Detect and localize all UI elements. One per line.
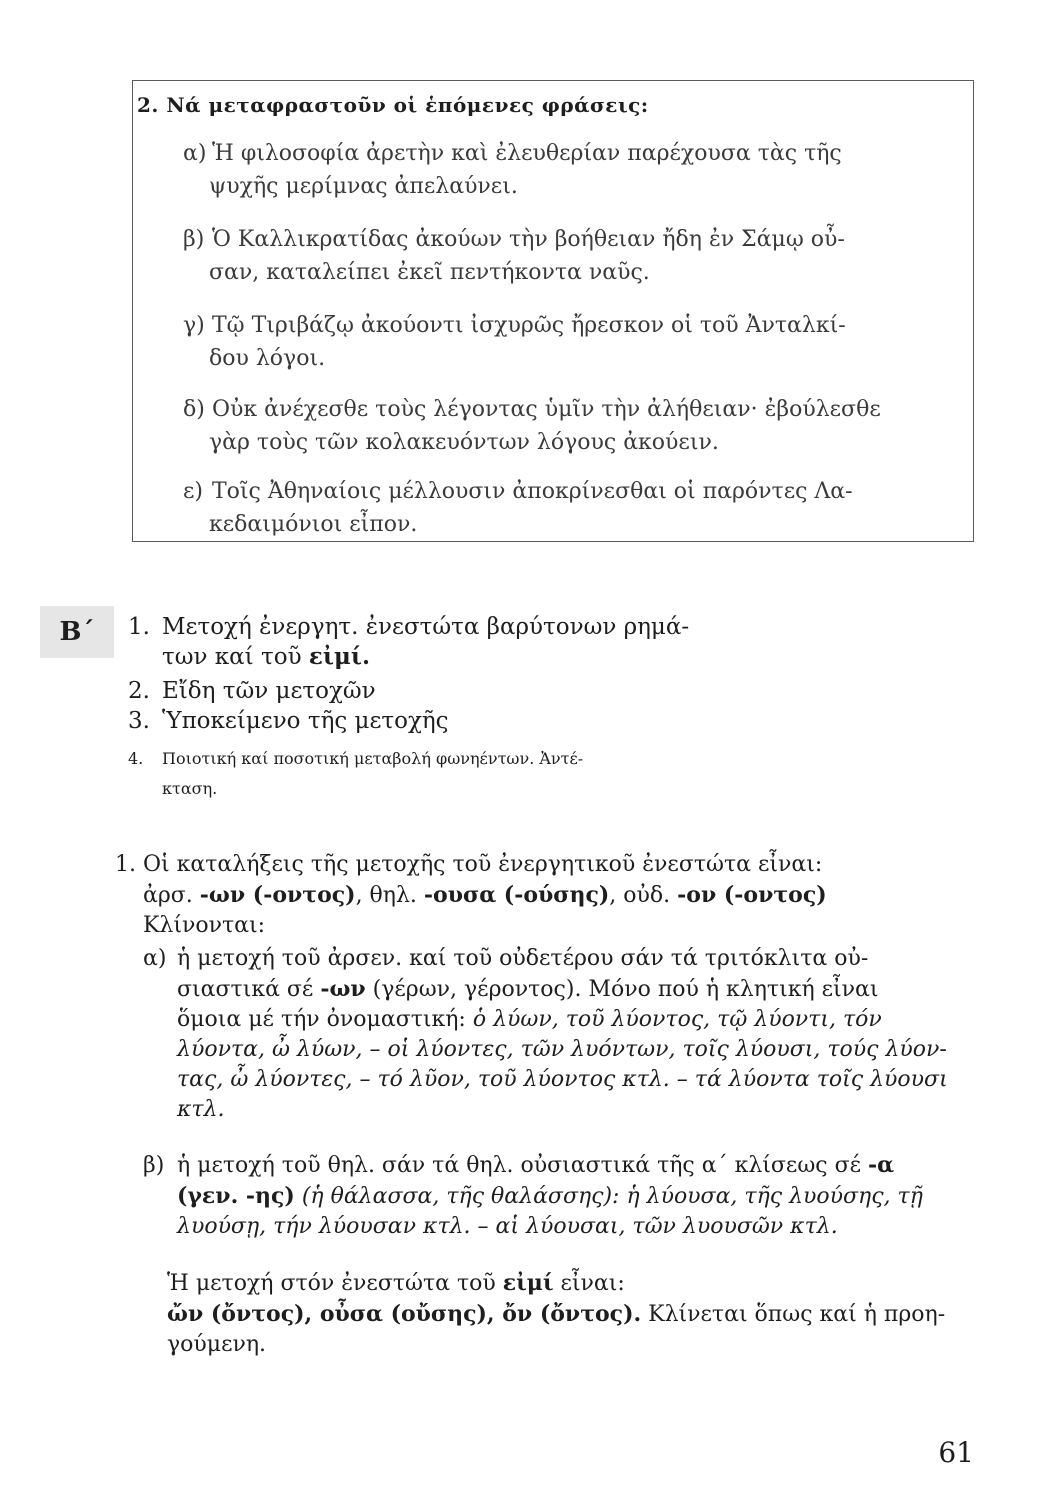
toc-item-1: 1. Μετοχή ἐνεργητ. ἐνεστώτα βαρύτονων ρημά- των καί τοῦ εἰμί. [128, 614, 690, 670]
exercise-item-b: β) Ὁ Καλλικρατίδας ἀκούων τὴν βοήθειαν ἤδη ἐν Σάμῳ οὖ- σαν, καταλείπει ἐκεῖ πεντήκοντα ναῦς. [183, 223, 953, 289]
paragraph-beta: β) ἡ μετοχή τοῦ θηλ. σάν τά θηλ. οὐσιαστικά τῆς α΄ κλίσεως σέ -α (γεν. -ης) (ἡ θάλασσα, τῆς θαλάσσης): ἡ λύουσα, τῆς λυούσης, τῇ λυούσῃ, τήν λύουσαν κτλ. – αἱ λύουσαι, τῶν λυουσῶν κτλ. [143, 1152, 923, 1239]
toc-item-3: 3. Ὑποκείμενο τῆς μετοχῆς [128, 708, 449, 734]
item-letter: ε) [183, 479, 203, 504]
item-letter: β) [183, 227, 205, 252]
exercise-item-d: δ) Οὐκ ἀνέχεσθε τοὺς λέγοντας ὑμῖν τὴν ἀλήθειαν· ἐβούλεσθε γὰρ τοὺς τῶν κολακευόντων λόγους ἀκούειν. [183, 393, 953, 459]
exercise-item-c: γ) Τῷ Τιριβάζῳ ἀκούοντι ἰσχυρῶς ἤρεσκον οἱ τοῦ Ἀνταλκί- δου λόγοι. [183, 309, 953, 375]
section-label: Β΄ [40, 606, 114, 658]
exercise-title: 2. Νά μεταφραστοῦν οἱ ἑπόμενες φράσεις: [137, 93, 649, 117]
exercise-box [132, 80, 974, 542]
exercise-item-a: α) Ἡ φιλοσοφία ἀρετὴν καὶ ἐλευθερίαν παρέχουσα τὰς τῆς ψυχῆς μερίμνας ἀπελαύνει. [183, 137, 953, 203]
item-letter: γ) [183, 313, 205, 338]
toc-item-2: 2. Εἴδη τῶν μετοχῶν [128, 678, 376, 704]
page-number: 61 [938, 1436, 974, 1469]
item-letter: δ) [183, 397, 205, 422]
toc-item-4: 4. Ποιοτική καί ποσοτική μεταβολή φωνηέντων. Ἀντέ- κταση. [128, 749, 584, 798]
exercise-item-e: ε) Τοῖς Ἀθηναίοις μέλλουσιν ἀποκρίνεσθαι οἱ παρόντες Λα- κεδαιμόνιοι εἶπον. [183, 475, 953, 541]
paragraph-1: 1. Οἱ καταλήξεις τῆς μετοχῆς τοῦ ἐνεργητικοῦ ἐνεστώτα εἶναι: ἀρσ. -ων (-οντος), θηλ. -ουσα (-ούσης), οὐδ. -ον (-οντος) Κλίνονται: [115, 852, 827, 938]
paragraph-eimi: Ἡ μετοχή στόν ἐνεστώτα τοῦ εἰμί εἶναι: ὤν (ὄντος), οὖσα (οὔσης), ὄν (ὄντος). Κλίνεται ὅπως καί ἡ προη- γούμενη. [167, 1270, 946, 1357]
item-letter: α) [183, 141, 207, 166]
paragraph-alpha: α) ἡ μετοχή τοῦ ἀρσεν. καί τοῦ οὐδετέρου σάν τά τριτόκλιτα οὐ- σιαστικά σέ -ων (γέρων, γέροντος). Μόνο πού ἡ κλητική εἶναι ὅμοια μέ τήν ὀνομαστική: ὁ λύων, τοῦ λύοντος, τῷ λύοντι, τόν λύοντα, ὦ λύων, – οἱ λύοντες, τῶν λυόντων, τοῖς λύουσι, τούς λύον- τας, ὦ λύοντες, – τό λῦον, τοῦ λύοντος κτλ. – τά λύοντα τοῖς λύουσι κτλ. [143, 946, 948, 1122]
